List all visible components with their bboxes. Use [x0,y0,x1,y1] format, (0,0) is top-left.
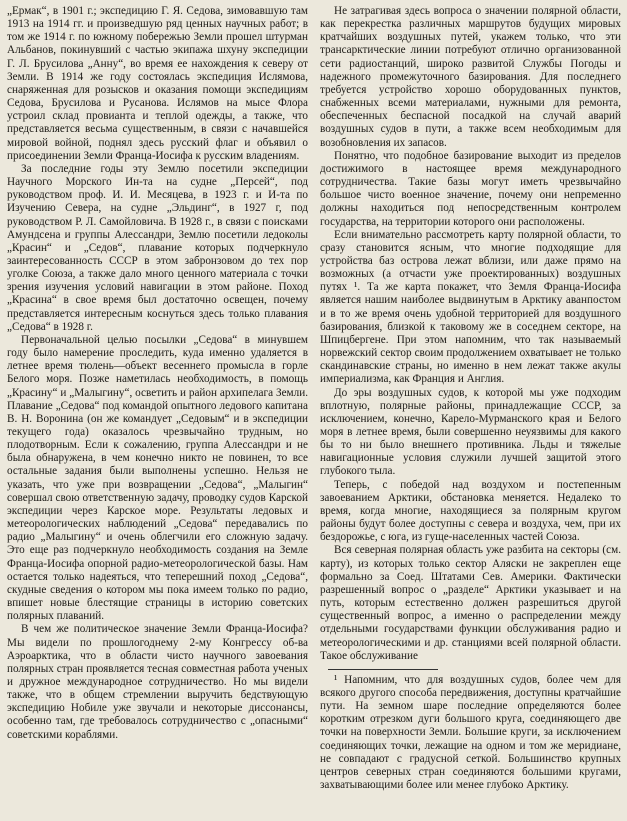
paragraph: До эры воздушных судов, к которой мы уже подходим вплотную, полярные районы, принадлежащие СССР, за исключением, конечно, Карело-Мурманского края и Белого моря в летнее время, были совершенно неуязвимы для какого бы то ни было внешнего противника. Льды и тяжелые навигационные условия служили лучшей защитой этого глубокого тыла. [320,386,621,478]
paragraph: Не затрагивая здесь вопроса о значении полярной области, как перекрестка различных маршрутов будущих мировых кратчайших воздушных путей, укажем только, что эти трансарктические линии потребуют отлично организованной сети радиостанций, широко развитой Службы Погоды и надежного промежуточного базирования. Для последнего требуется устройство хорошо оборудованных пунктов, снабженных всеми материалами, нужными для ремонта, обеспеченных беспасной посадкой на случай аварий воздушных судов в пути, а также всем необходимым для возобновления их запасов. [320,5,621,149]
footnote-divider [328,669,438,670]
right-column [320,5,621,817]
paragraph: Если внимательно рассмотреть карту полярной области, то сразу становится ясным, что многие подходящие для устройства баз острова лежат вблизи, или даже прямо на возможных (а отчасти уже проектированных) воздушных путях ¹. Та же карта покажет, что Земля Франца-Иосифа является нашим наиболее выдвинутым в Арктику аванпостом и в то же время очень удобной территорией для воздушного базирования, близкой к таковому же в соседнем секторе, на Шпицбергене. При этом напомним, что так называемый норвежский сектор своим продолжением охватывает не только скандинавские страны, но именно в нем лежат также акулы империализма, как Франция и Англия. [320,228,621,386]
paragraph: Теперь, с победой над воздухом и постепенным завоеванием Арктики, обстановка меняется. Недалеко то время, когда многие, находящиеся за полярным кругом районы будут более доступны с севера и воздуха, чем, при их бездорожье, с юга, из гуще-населенных частей Союза. [320,478,621,544]
paragraph: За последние годы эту Землю посетили экспедиции Научного Морского Ин-та на судне „Персей“, под руководством проф. И. И. Месяцева, в 1923 г. и И-та по Изучению Севера, на судне „Эльдинг“, в 1927 г, под руководством Р. Л. Самойловича. В 1928 г., в связи с поисками Амундсена и группы Алессандри, Землю посетили ледоколы „Красин“ и „Седов“, плавание которых подчеркнуло заинтересованность СССР в этом забронзовом до тех пор уголке Союза, а также дало много ценного материала с точки зрения изучения условий навигации в этом районе. Поход „Красина“ в свое время был достаточно освещен, почему представляется интересным коснуться здесь только плавания „Седова“ в 1928 г. [7,162,308,333]
paragraph: Вся северная полярная область уже разбита на секторы (см. карту), из которых только сектор Аляски не закреплен еще формально за Соед. Штатами Сев. Америки. Фактически разрешенный вопрос о „разделе“ Арктики указывает и на путь, которым естественно должен разрешиться другой существенный вопрос, а именно о распределении между отдельными государствами функции обслуживания радио и метеорологическими и др. станциями всей полярной области. Такое обслуживание [320,544,621,662]
paragraph: „Ермак“, в 1901 г.; экспедицию Г. Я. Седова, зимовавшую там 1913 на 1914 гг. и произведшую ряд ценных научных работ; в том же 1914 г. по южному побережью Земли прошел штурман Альбанов, покинувший с частью экипажа шхуну экспедиции Г. Л. Брусилова „Анну“, во время ее нахождения к северу от Земли. В 1914 же году состоялась экспедиция Ислямова, снаряженная для розысков и оказания помощи экспедициям Седова, Брусилова и Русанова. Ислямов на мысе Флора устроил склад провианта и теплой одежды, а также, что представляется весьма существенным, в связи с начавшейся мировой войной, поднял здесь русский флаг и объявил о присоединении Земли Франца-Иосифа к русским владениям. [7,5,308,162]
left-column [7,5,308,817]
paragraph: В чем же политическое значение Земли Франца-Иосифа? Мы видели по прошлогоднему 2-му Конгрессу об-ва Аэроарктика, что в области чисто научного завоевания полярных стран проявляется тесная совместная работа ученых и дружное международное сотрудничество. Но мы видели также, что в общем стремлении выручить бедствующую экспедицию Нобиле уже звучали и некоторые диссонансы, особенно там, где требовалось сотрудничество с „опасными“ советскими кораблями. [7,623,308,741]
paragraph: Первоначальной целью посылки „Седова“ в минувшем году было намерение проследить, куда именно удаляется в летнее время тюлень—объект весеннего промысла в горле Белого моря. Позже наметилась необходимость, в помощь „Красину“ и „Малыгину“, осветить и район архипелага Земли. Плавание „Седова“ под командой опытного ледового капитана В. Н. Воронина (он же командует „Седовым“ и в экспедиции текущего года) оказалось чрезвычайно трудным, но плодотворным. Если к сожалению, группа Алессандри и не была обнаружена, в чем конечно никто не повинен, то все остальные задания были выполнены успешно. Нельзя не указать, что уже при возвращении „Седова“, „Малыгин“ совершал свою ответственную задачу, проводку судов Карской экспедиции через Карское море. Результаты ледовых и метеорологических наблюдений „Седова“ передавались по радио „Малыгину“ и очень облегчили его сложную задачу. Это еще раз подчеркнуло необходимость создания на Земле Франца-Иосифа опорной радио-метеорологической базы. Нам остается только надеяться, что теперешний поход „Седова“, скудные сведения о котором мы пока имеем только по радио, впишет новые блестящие страницы в историю советских полярных плаваний. [7,333,308,623]
footnote: ¹ Напомним, что для воздушных судов, более чем для всякого другого способа передвижения, доступны кратчайшие пути. На земном шаре последние определяются более коротким отрезком дуги большого круга, соединяющего две точки на поверхности Земли. Большие круги, за исключением соединяющих точки, лежащие на одном и том же меридиане, не совпадают с градусной сеткой. Большинство крупных центров северных стран соединяются большими кругами, захватывающими более или менее глубоко Арктику. [320,673,621,792]
paragraph: Понятно, что подобное базирование выходит из пределов достижимого в настоящее время международного сотрудничества. Такие базы могут иметь чрезвычайно большое чисто военное значение, почему они непременно должны находиться под непосредственным контролем государства, на территории которого они расположены. [320,149,621,228]
